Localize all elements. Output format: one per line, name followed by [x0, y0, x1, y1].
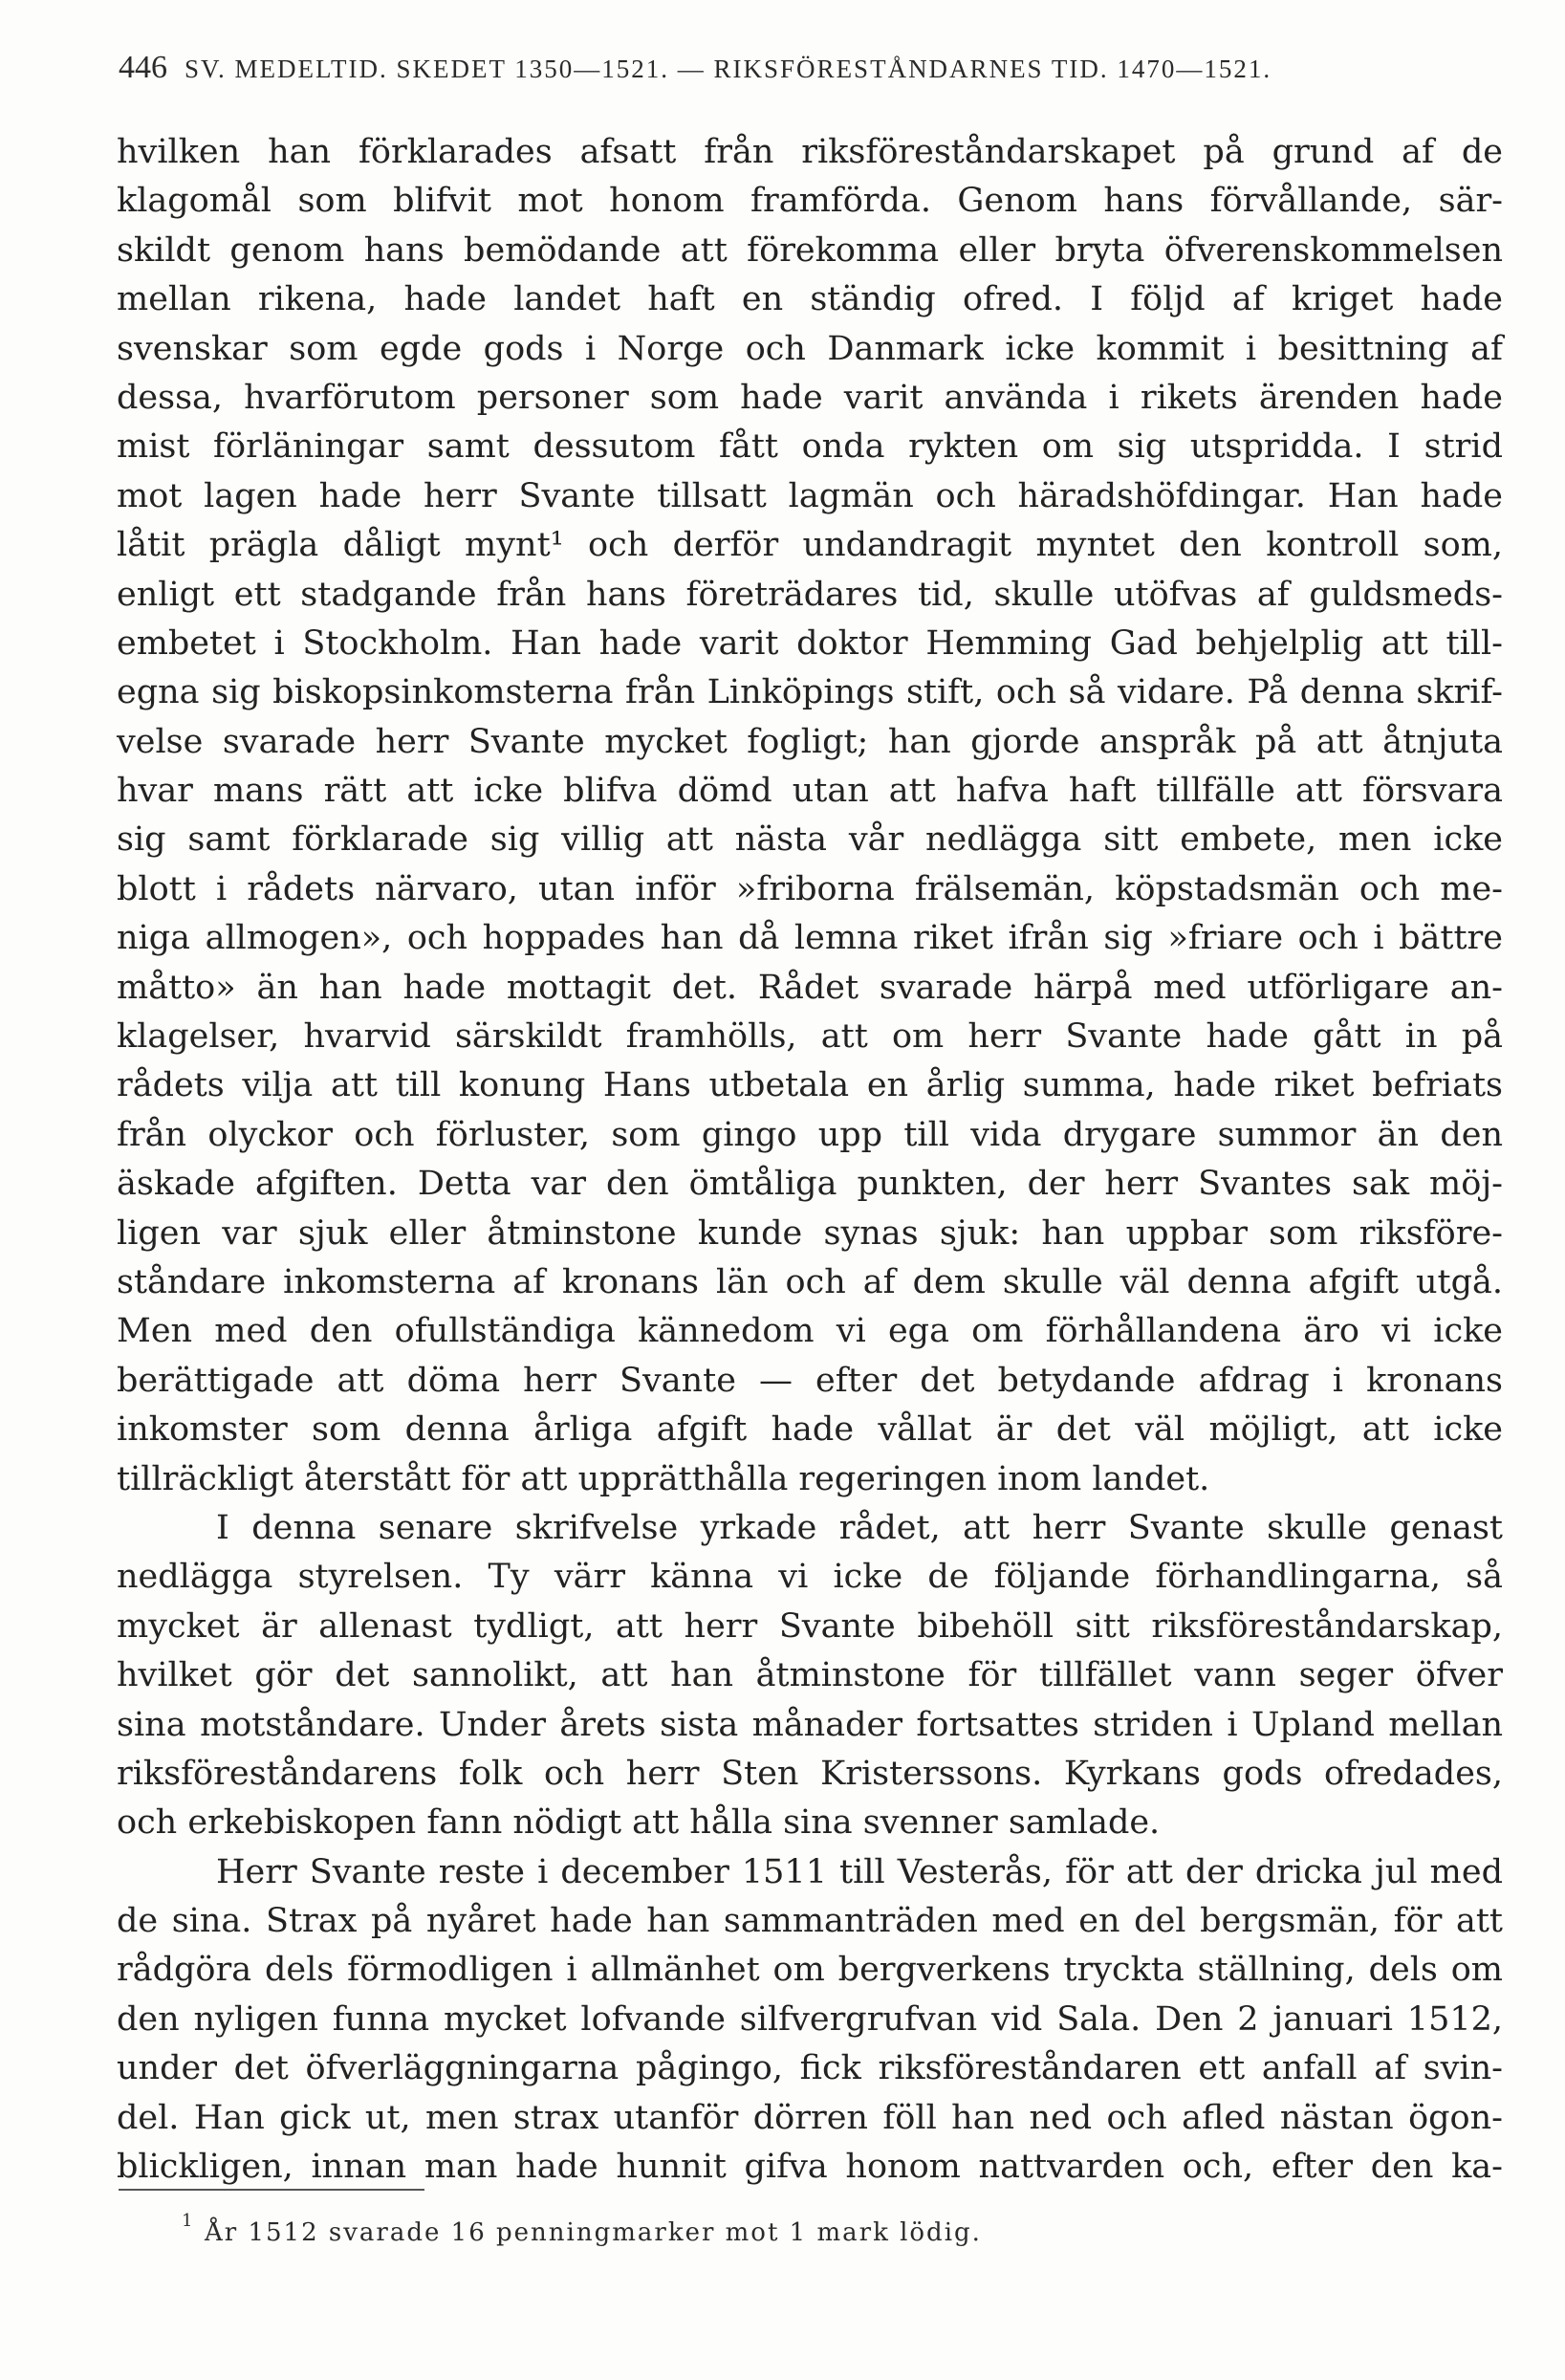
- text-line: blott i rådets närvaro, utan inför »friborna frälsemän, köpstadsmän och me-: [117, 869, 1503, 908]
- text-line: mellan rikena, hade landet haft en ständig ofred. I följd af kriget hade: [117, 280, 1503, 319]
- text-line: mycket är allenast tydligt, att herr Svante bibehöll sitt riksföreståndarskap,: [117, 1606, 1503, 1646]
- text-line: från olyckor och förluster, som gingo upp till vida drygare summor än den: [117, 1115, 1503, 1154]
- text-line: dessa, hvarförutom personer som hade varit använda i rikets ärenden hade: [117, 378, 1503, 417]
- running-header: [119, 50, 1505, 86]
- text-line: blickligen, innan man hade hunnit gifva honom nattvarden och, efter den ka-: [117, 2148, 1503, 2187]
- body-text: [117, 128, 1503, 2192]
- text-line: berättigade att döma herr Svante — efter det betydande afdrag i kronans: [117, 1361, 1503, 1400]
- text-line: tillräckligt återstått för att upprätthålla regeringen inom landet.: [117, 1459, 1210, 1498]
- text-line: de sina. Strax på nyåret hade han sammanträden med en del bergsmän, för att: [117, 1902, 1503, 1941]
- text-line: under det öfverläggningarna pågingo, fick riksföreståndaren ett anfall af svin-: [117, 2049, 1503, 2088]
- footnote-marker: 1: [182, 2211, 195, 2231]
- text-line: hvilket gör det sannolikt, att han åtminstone för tillfället vann seger öfver: [117, 1656, 1503, 1695]
- text-line: niga allmogen», och hoppades han då lemna riket ifrån sig »friare och i bättre: [117, 919, 1503, 958]
- text-line: del. Han gick ut, men strax utanför dörren föll han ned och afled nästan ögon-: [117, 2098, 1503, 2137]
- text-line: embetet i Stockholm. Han hade varit doktor Hemming Gad behjelplig att till-: [117, 623, 1503, 663]
- paragraph: [117, 128, 1503, 1504]
- text-line: mist förläningar samt dessutom fått onda rykten om sig utspridda. I strid: [117, 427, 1503, 467]
- text-line: den nyligen funna mycket lofvande silfvergrufvan vid Sala. Den 2 januari 1512,: [117, 1999, 1503, 2039]
- text-line: rådgöra dels förmodligen i allmänhet om bergverkens tryckta ställning, dels om: [117, 1951, 1503, 1990]
- text-line: ligen var sjuk eller åtminstone kunde synas sjuk: han uppbar som riksföre-: [117, 1213, 1503, 1253]
- running-title: SV. MEDELTID. SKEDET 1350—1521. — RIKSFÖRESTÅNDARNES TID. 1470—1521.: [185, 55, 1272, 83]
- text-line: rådets vilja att till konung Hans utbetala en årlig summa, hade riket befriats: [117, 1066, 1503, 1105]
- footnote: [182, 2211, 982, 2247]
- text-line: hvar mans rätt att icke blifva dömd utan att hafva haft tillfälle att försvara: [117, 772, 1503, 811]
- text-line: ståndare inkomsterna af kronans län och af dem skulle väl denna afgift utgå.: [117, 1262, 1503, 1301]
- text-line: svenskar som egde gods i Norge och Danmark icke kommit i besittning af: [117, 329, 1503, 368]
- text-line: måtto» än han hade mottagit det. Rådet svarade härpå med utförligare an-: [117, 968, 1503, 1007]
- text-line: låtit prägla dåligt mynt¹ och derför undandragit myntet den kontroll som,: [117, 526, 1503, 565]
- text-line: I denna senare skrifvelse yrkade rådet, att herr Svante skulle genast: [216, 1508, 1503, 1547]
- text-line: Men med den ofullständiga kännedom vi ega om förhållandena äro vi icke: [117, 1312, 1503, 1351]
- text-line: inkomster som denna årliga afgift hade vållat är det väl möjligt, att icke: [117, 1410, 1503, 1450]
- paragraph: [117, 1504, 1503, 1848]
- text-line: Herr Svante reste i december 1511 till Vesterås, för att der dricka jul med: [216, 1852, 1503, 1891]
- paragraph: [117, 1848, 1503, 2193]
- text-line: riksföreståndarens folk och herr Sten Kristerssons. Kyrkans gods ofredades,: [117, 1754, 1503, 1793]
- text-line: enligt ett stadgande från hans företrädares tid, skulle utöfvas af guldsmeds-: [117, 575, 1503, 614]
- text-line: velse svarade herr Svante mycket fogligt; han gjorde anspråk på att åtnjuta: [117, 722, 1503, 761]
- footnote-rule: [119, 2189, 424, 2191]
- text-line: klagelser, hvarvid särskildt framhölls, att om herr Svante hade gått in på: [117, 1017, 1503, 1057]
- text-line: klagomål som blifvit mot honom framförda. Genom hans förvållande, sär-: [117, 182, 1503, 221]
- footnote-text: År 1512 svarade 16 penningmarker mot 1 mark lödig.: [205, 2218, 982, 2247]
- text-line: nedlägga styrelsen. Ty värr känna vi icke de följande förhandlingarna, så: [117, 1558, 1503, 1597]
- page-number: 446: [119, 50, 167, 85]
- text-line: äskade afgiften. Detta var den ömtåliga punkten, der herr Svantes sak möj-: [117, 1165, 1503, 1204]
- text-line: och erkebiskopen fann nödigt att hålla sina svenner samlade.: [117, 1803, 1161, 1843]
- text-line: sina motståndare. Under årets sista månader fortsattes striden i Upland mellan: [117, 1705, 1503, 1744]
- text-line: skildt genom hans bemödande att förekomma eller bryta öfverenskommelsen: [117, 230, 1503, 270]
- text-line: mot lagen hade herr Svante tillsatt lagmän och häradshöfdingar. Han hade: [117, 476, 1503, 515]
- text-line: sig samt förklarade sig villig att nästa vår nedlägga sitt embete, men icke: [117, 820, 1503, 860]
- text-line: egna sig biskopsinkomsterna från Linköpings stift, och så vidare. På denna skrif-: [117, 673, 1503, 712]
- text-line: hvilken han förklarades afsatt från riksföreståndarskapet på grund af de: [117, 133, 1503, 171]
